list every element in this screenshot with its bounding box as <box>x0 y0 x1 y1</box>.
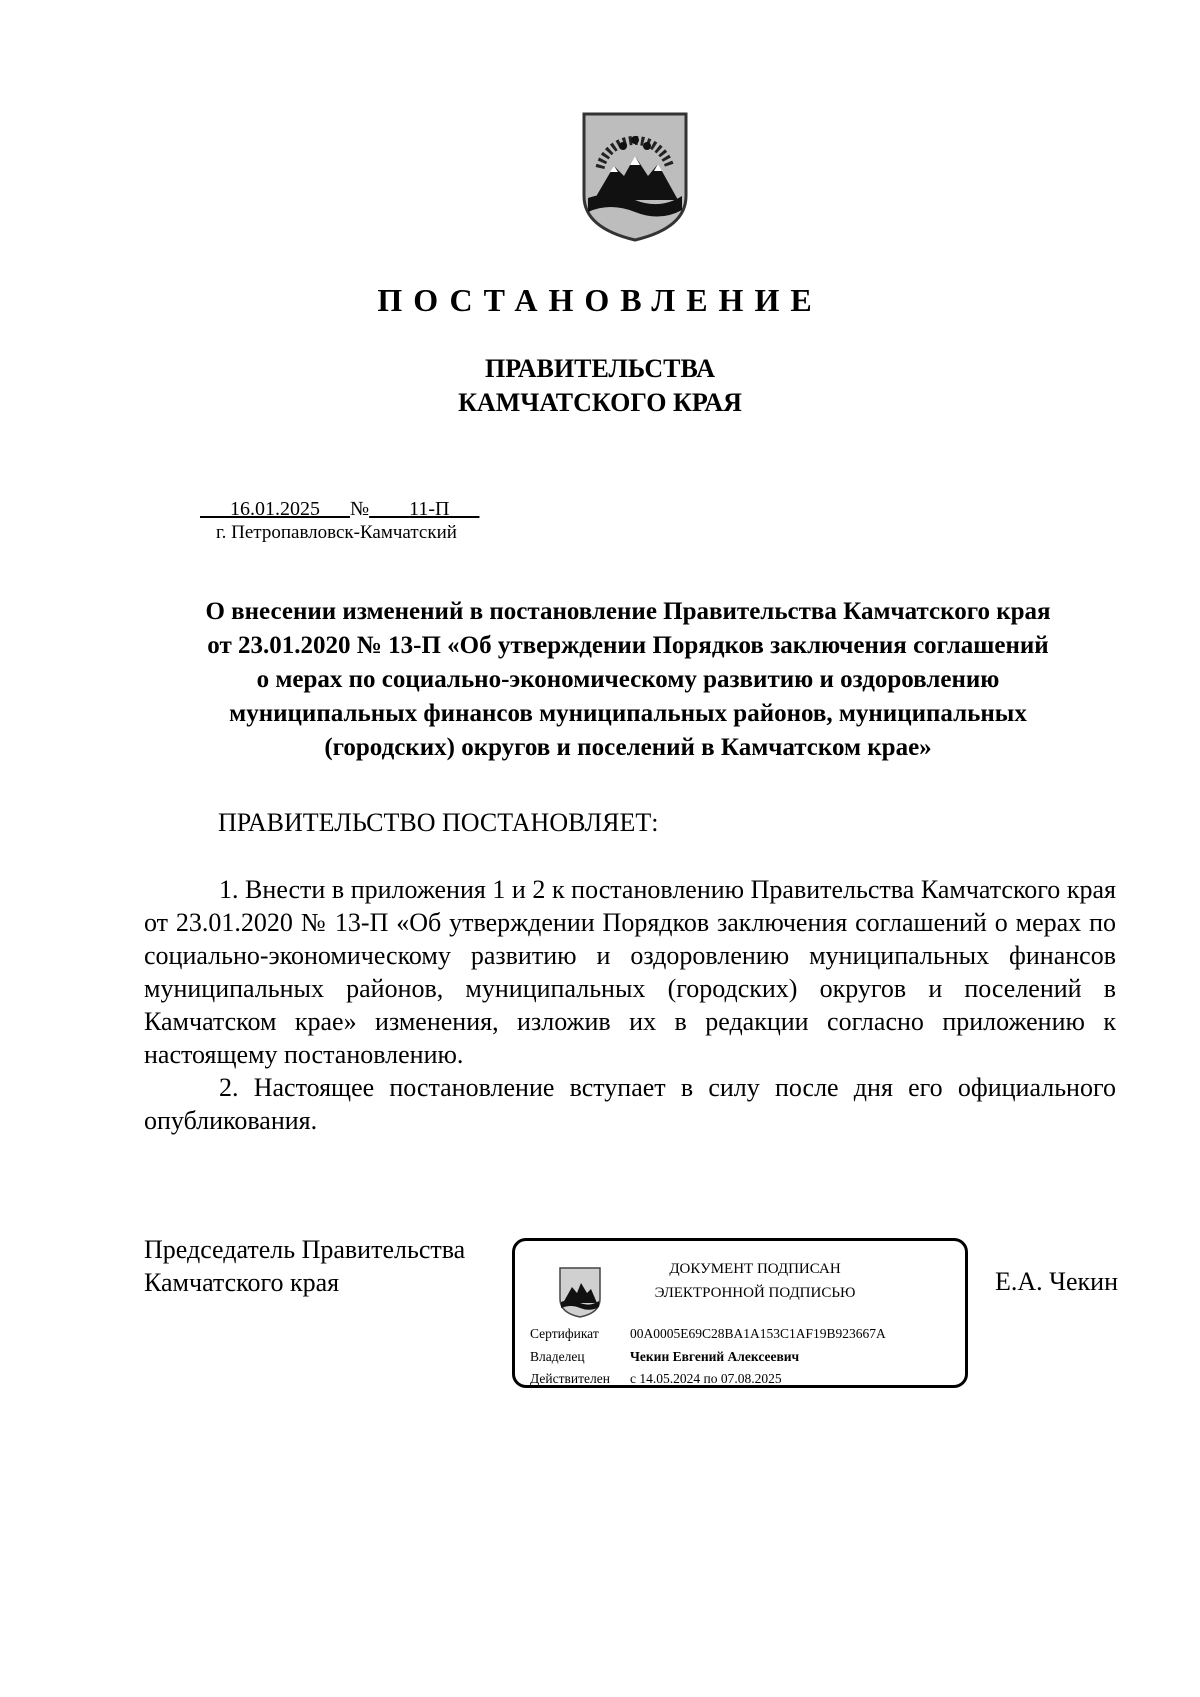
owner-label: Владелец <box>530 1349 585 1364</box>
stamp-header-line: ДОКУМЕНТ ПОДПИСАН <box>669 1261 841 1277</box>
certificate-value: 00A0005E69C28BA1A153C1AF19B923667A <box>630 1326 886 1341</box>
issuer-line: ПРАВИТЕЛЬСТВА <box>485 354 715 383</box>
certificate-row <box>530 1326 886 1342</box>
validity-label: Действителен <box>530 1371 610 1386</box>
document-meta <box>200 497 479 545</box>
coat-of-arms-icon <box>580 110 690 242</box>
paragraph: 1. Внести в приложения 1 и 2 к постановлению Правительства Камчатского края от 23.01.2020 № 13-П «Об утверждении Порядков заключения соглашений о мерах по социально-экономическому развитию и оздоровлению муниципальных финансов муниципальных районов, муниципальных (городских) округов и поселений в Камчатском крае» изменения, изложив их в редакции согласно приложению к настоящему постановлению. <box>144 875 1116 1069</box>
position-line: Председатель Правительства <box>144 1235 466 1264</box>
owner-value: Чекин Евгений Алексеевич <box>630 1349 800 1364</box>
number-sign: № <box>350 498 370 520</box>
document-body <box>144 873 1116 1137</box>
certificate-label: Сертификат <box>530 1326 599 1341</box>
document-date: 16.01.2025 <box>230 498 320 520</box>
electronic-signature-stamp <box>512 1238 968 1388</box>
issuer <box>0 352 1200 420</box>
subject-line: О внесении изменений в постановление Правительства Камчатского края <box>205 598 1051 625</box>
document-subject <box>138 595 1118 765</box>
issuer-line: КАМЧАТСКОГО КРАЯ <box>458 388 742 417</box>
validity-row <box>530 1371 782 1387</box>
kamchatka-coat-of-arms-icon <box>557 1265 603 1319</box>
city: г. Петропавловск-Камчатский <box>216 522 457 543</box>
date-number-line <box>200 497 479 521</box>
signatory-position <box>144 1233 465 1299</box>
subject-line: о мерах по социально-экономическому развитию и оздоровлению <box>256 666 1000 693</box>
stamp-header-line: ЭЛЕКТРОННОЙ ПОДПИСЬЮ <box>654 1285 856 1301</box>
document-number: 11-П <box>409 498 450 520</box>
stamp-header <box>635 1257 875 1305</box>
document-type: ПОСТАНОВЛЕНИЕ <box>377 282 823 318</box>
signatory-name: Е.А. Чекин <box>994 1267 1118 1296</box>
validity-value: с 14.05.2024 по 07.08.2025 <box>630 1371 782 1386</box>
subject-line: (городских) округов и поселений в Камчатском крае» <box>324 734 932 761</box>
subject-line: муниципальных финансов муниципальных районов, муниципальных <box>229 700 1027 727</box>
owner-row <box>530 1349 799 1365</box>
subject-line: от 23.01.2020 № 13-П «Об утверждении Порядков заключения соглашений <box>207 632 1049 659</box>
resolves-heading: ПРАВИТЕЛЬСТВО ПОСТАНОВЛЯЕТ: <box>218 808 659 837</box>
paragraph: 2. Настоящее постановление вступает в силу после дня его официального опубликования. <box>144 1073 1116 1135</box>
position-line: Камчатского края <box>144 1268 340 1297</box>
